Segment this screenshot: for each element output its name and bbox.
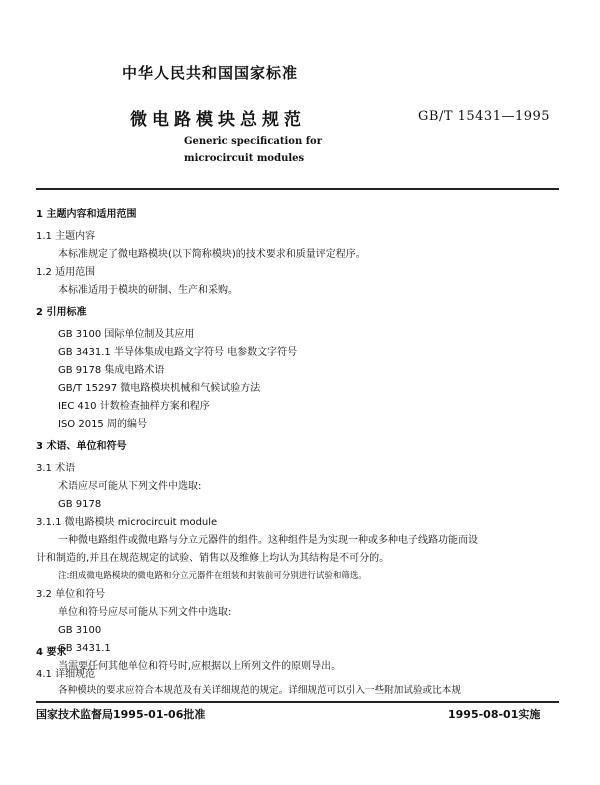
section-3-1-heading: 3.1 术语: [36, 463, 76, 474]
paragraph: 本标准规定了微电路模块(以下简称模块)的技术要求和质量评定程序。: [58, 249, 366, 260]
section-1-1-heading: 1.1 主题内容: [36, 231, 96, 242]
paragraph: 计和制造的,并且在规范规定的试验、销售以及维修上均认为其结构是不可分的。: [36, 553, 390, 564]
reference-item: GB/T 15297 微电路模块机械和气候试验方法: [58, 383, 261, 394]
reference-item: GB 3431.1 半导体集成电路文字符号 电参数文字符号: [58, 347, 298, 358]
english-title-line-1: Generic specification for: [184, 136, 322, 147]
section-1-2-heading: 1.2 适用范围: [36, 267, 96, 278]
national-standard-heading: 中华人民共和国国家标准: [122, 64, 299, 82]
reference-item: GB 3100 国际单位制及其应用: [58, 329, 195, 340]
section-1-heading: 1 主题内容和适用范围: [36, 209, 137, 220]
reference-item: GB 3100: [58, 625, 102, 636]
english-title-line-2: microcircuit modules: [184, 153, 305, 164]
reference-item: GB 9178: [58, 499, 102, 510]
paragraph: 术语应尽可能从下列文件中选取:: [58, 481, 202, 492]
paragraph: 单位和符号应尽可能从下列文件中选取:: [58, 607, 232, 618]
section-4-1-heading: 4.1 详细规范: [36, 669, 96, 680]
implementation-date: 1995-08-01实施: [448, 708, 541, 721]
section-3-heading: 3 术语、单位和符号: [36, 441, 127, 452]
section-3-2-heading: 3.2 单位和符号: [36, 589, 106, 600]
section-2-heading: 2 引用标准: [36, 307, 87, 318]
document-title: 微电路模块总规范: [130, 110, 306, 130]
approval-date: 国家技术监督局1995-01-06批准: [36, 708, 206, 721]
reference-item: GB 9178 集成电路术语: [58, 365, 165, 376]
reference-item: ISO 2015 周的编号: [58, 419, 147, 430]
section-3-1-1-heading: 3.1.1 微电路模块 microcircuit module: [36, 517, 218, 528]
reference-item: IEC 410 计数检查抽样方案和程序: [58, 401, 210, 412]
reference-item: GB 3431.1: [58, 643, 111, 654]
standard-number: GB/T 15431—1995: [418, 109, 551, 124]
paragraph: 本标准适用于模块的研制、生产和采购。: [58, 285, 238, 296]
paragraph: 一种微电路组件或微电路与分立元器件的组件。这种组件是为实现一种或多种电子线路功能而设: [58, 535, 478, 546]
footer-divider: [36, 701, 559, 703]
note: 注:组成微电路模块的微电路和分立元器件在组装和封装前可分别进行试验和筛选。: [58, 571, 367, 581]
paragraph: 当需要任何其他单位和符号时,应根据以上所列文件的原则导出。: [58, 661, 342, 672]
header-divider: [36, 188, 559, 190]
paragraph: 各种模块的要求应符合本规范及有关详细规范的规定。详细规范可以引入一些附加试验或比本规: [58, 685, 461, 696]
section-4-heading-text: 4 要求: [36, 647, 67, 658]
